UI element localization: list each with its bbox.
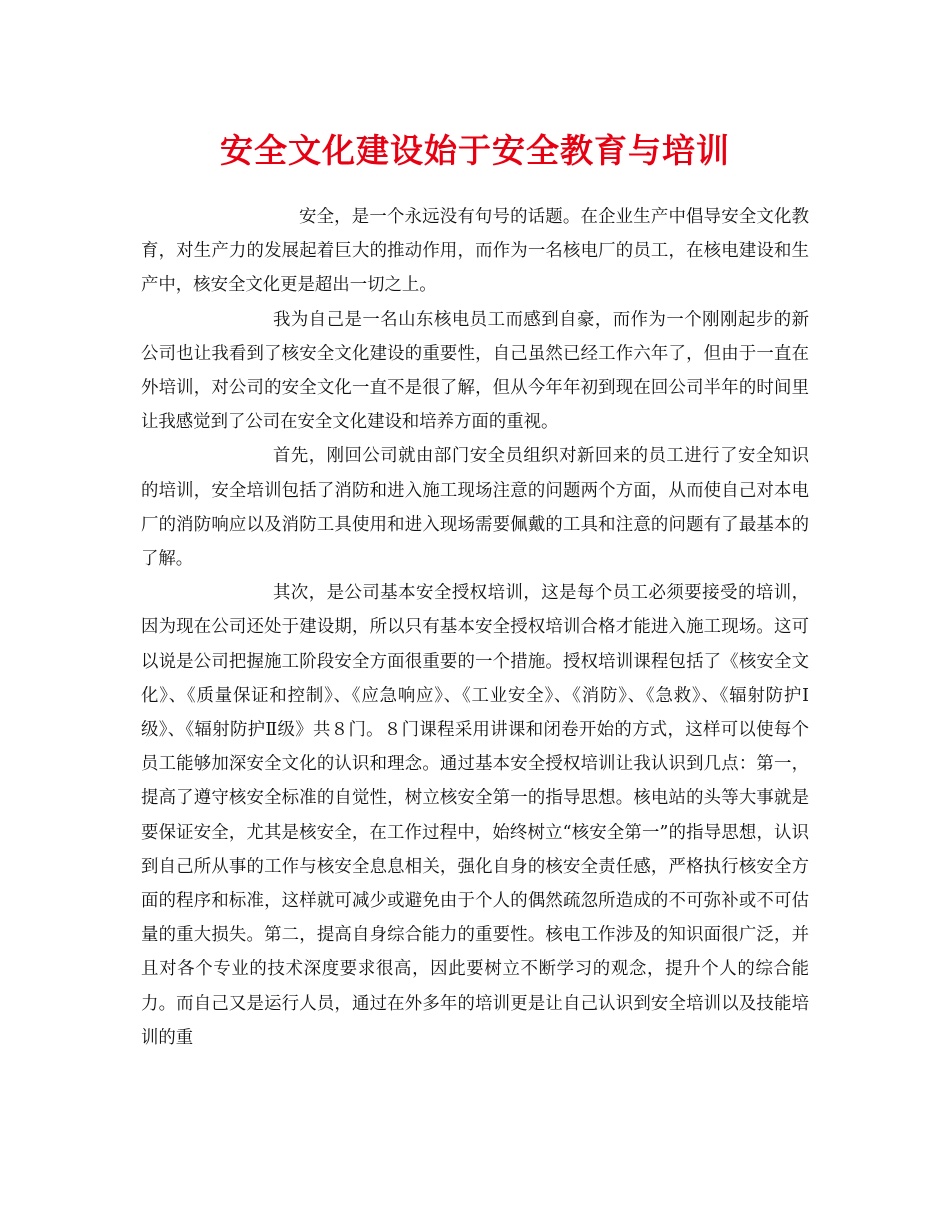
paragraph-pride: 我为自己是一名山东核电员工而感到自豪，而作为一个刚刚起步的新公司也让我看到了核安全文化建设的重要性，自己虽然已经工作六年了，但由于一直在外培训，对公司的安全文化一直不是很了解，但从今年年初到现在回公司半年的时间里让我感觉到了公司在安全文化建设和培养方面的重视。 xyxy=(141,309,809,433)
document-title: 安全文化建设始于安全教育与培训 xyxy=(220,131,730,170)
paragraph-first-training: 首先，刚回公司就由部门安全员组织对新回来的员工进行了安全知识的培训，安全培训包括了消防和进入施工现场注意的问题两个方面，从而使自己对本电厂的消防响应以及消防工具使用和进入现场需要佩戴的工具和注意的问题有了最基本的了解。 xyxy=(141,446,809,570)
document-body xyxy=(141,200,809,1055)
paragraph-authorization-training: 其次，是公司基本安全授权培训，这是每个员工必须要接受的培训，因为现在公司还处于建设期，所以只有基本安全授权培训合格才能进入施工现场。这可以说是公司把握施工阶段安全方面很重要的一个措施。授权培训课程包括了《核安全文化》、《质量保证和控制》、《应急响应》、《工业安全》、《消防》、《急救》、《辐射防护Ⅰ级》、《辐射防护Ⅱ级》共８门。８门课程采用讲课和闭卷开始的方式，这样可以使每个员工能够加深安全文化的认识和理念。通过基本安全授权培训让我认识到几点：第一，提高了遵守核安全标准的自觉性，树立核安全第一的指导思想。核电站的头等大事就是要保证安全，尤其是核安全，在工作过程中，始终树立“核安全第一”的指导思想，认识到自己所从事的工作与核安全息息相关，强化自身的核安全责任感，严格执行核安全方面的程序和标准，这样就可减少或避免由于个人的偶然疏忽所造成的不可弥补或不可估量的重大损失。第二，提高自身综合能力的重要性。核电工作涉及的知识面很广泛，并且对各个专业的技术深度要求很高，因此要树立不断学习的观念，提升个人的综合能力。而自己又是运行人员，通过在外多年的培训更是让自己认识到安全培训以及技能培训的重 xyxy=(141,583,809,1048)
paragraph-intro: 安全，是一个永远没有句号的话题。在企业生产中倡导安全文化教育，对生产力的发展起着巨大的推动作用，而作为一名核电厂的员工，在核电建设和生产中，核安全文化更是超出一切之上。 xyxy=(141,207,809,296)
